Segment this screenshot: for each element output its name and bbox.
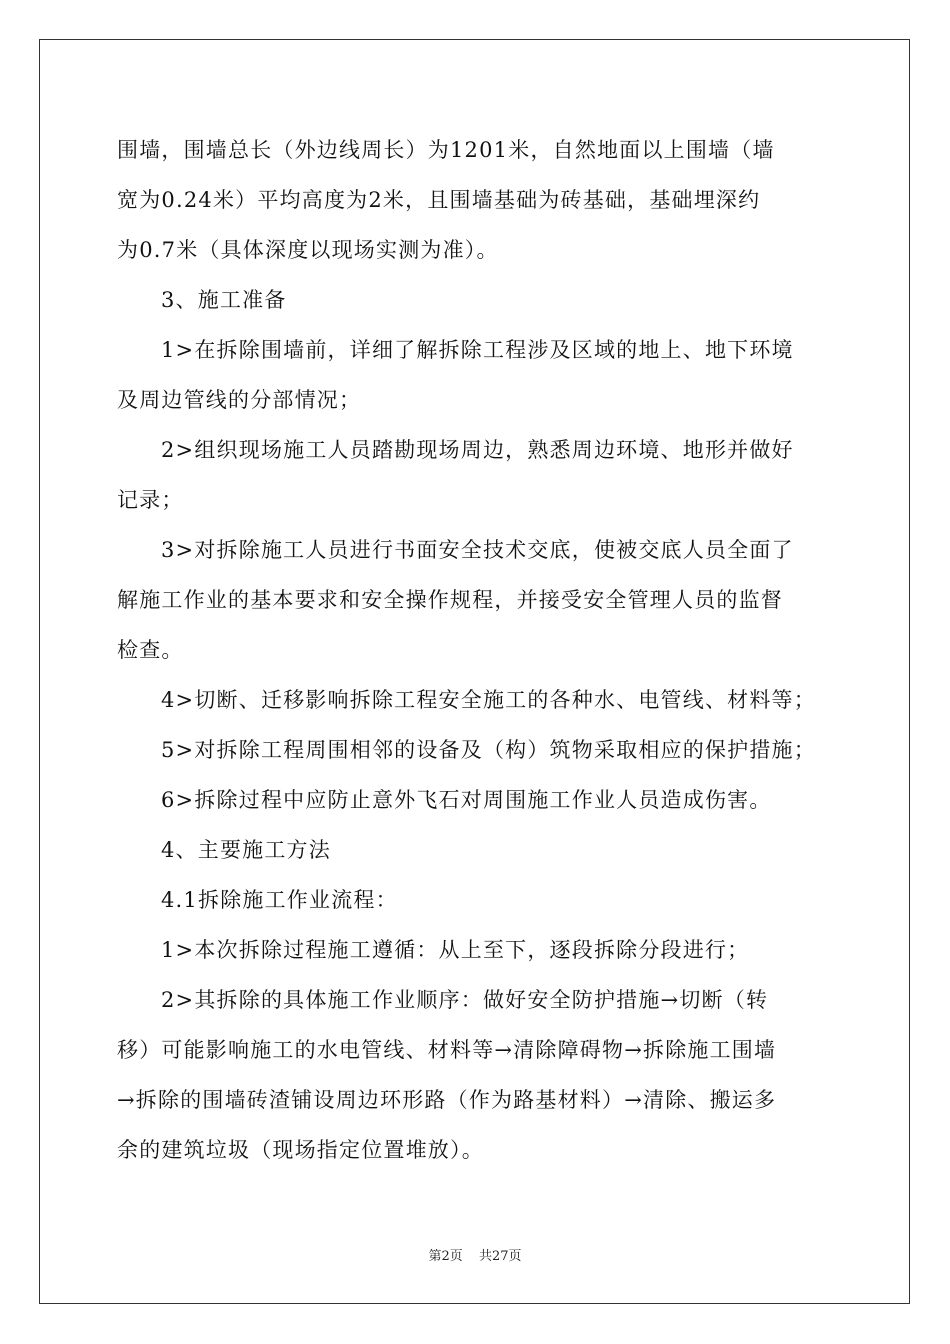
section-heading: 4、主要施工方法 — [161, 838, 331, 862]
text-line: 围墙，围墙总长（外边线周长）为1201米，自然地面以上围墙（墙 — [117, 138, 775, 162]
text-line: 4>切断、迁移影响拆除工程安全施工的各种水、电管线、材料等； — [161, 688, 816, 712]
text-line: 及周边管线的分部情况； — [117, 388, 362, 412]
text-line: 余的建筑垃圾（现场指定位置堆放）。 — [117, 1138, 484, 1162]
text-line: 1>本次拆除过程施工遵循：从上至下，逐段拆除分段进行； — [161, 938, 750, 962]
text-line: 为0.7米（具体深度以现场实测为准）。 — [117, 238, 499, 262]
text-line: 检查。 — [117, 638, 184, 662]
text-line: 2>组织现场施工人员踏勘现场周边，熟悉周边环境、地形并做好 — [161, 438, 794, 462]
page-footer — [0, 1245, 950, 1264]
text-line: →拆除的围墙砖渣铺设周边环形路（作为路基材料）→清除、搬运多 — [117, 1088, 777, 1112]
text-line: 移）可能影响施工的水电管线、材料等→清除障碍物→拆除施工围墙 — [117, 1038, 777, 1062]
text-line: 5>对拆除工程周围相邻的设备及（构）筑物采取相应的保护措施； — [161, 738, 816, 762]
text-line: 2>其拆除的具体施工作业顺序：做好安全防护措施→切断（转 — [161, 988, 769, 1012]
text-line: 宽为0.24米）平均高度为2米，且围墙基础为砖基础，基础埋深约 — [117, 188, 761, 212]
text-line: 1>在拆除围墙前，详细了解拆除工程涉及区域的地上、地下环境 — [161, 338, 794, 362]
page-number: 第2页 — [428, 1249, 463, 1264]
section-heading: 3、施工准备 — [161, 288, 287, 312]
total-pages: 共27页 — [478, 1249, 522, 1264]
text-line: 6>拆除过程中应防止意外飞石对周围施工作业人员造成伤害。 — [161, 788, 772, 812]
text-line: 记录； — [117, 488, 184, 512]
subsection-heading: 4.1拆除施工作业流程： — [161, 888, 398, 912]
text-line: 解施工作业的基本要求和安全操作规程，并接受安全管理人员的监督 — [117, 588, 783, 612]
text-line: 3>对拆除施工人员进行书面安全技术交底，使被交底人员全面了 — [161, 538, 794, 562]
page-border — [39, 39, 910, 1304]
